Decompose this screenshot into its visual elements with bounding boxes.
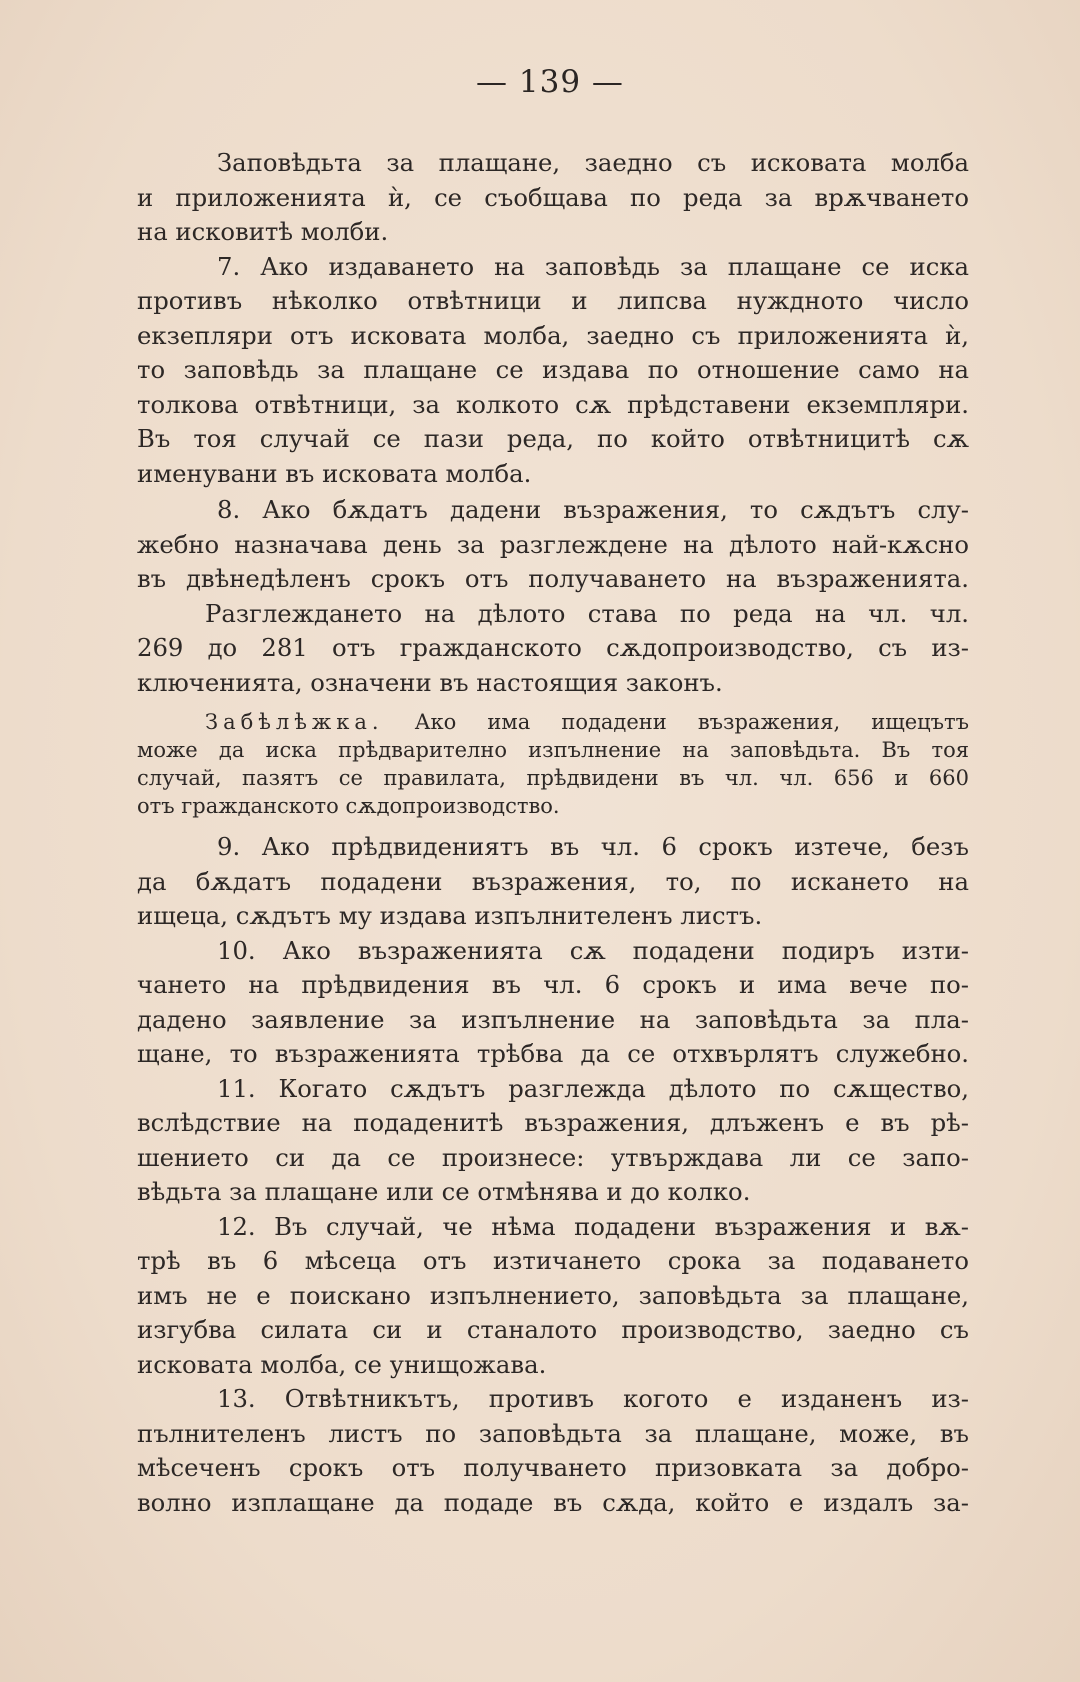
- text-line: 7. Ако издаването на заповѣдь за плащане се иска: [217, 251, 969, 281]
- note-block: [137, 708, 969, 820]
- text-line: 9. Ако прѣдвидениятъ въ чл. 6 срокъ изтече, безъ: [217, 832, 969, 861]
- text-line: именувани въ исковата молба.: [137, 458, 532, 488]
- text-line: толкова отвѣтници, за колкото сѫ прѣдставени екземпляри.: [137, 389, 969, 419]
- note-line: отъ гражданското сѫдопроизводство.: [137, 794, 560, 818]
- paragraph-review: [137, 597, 969, 701]
- text-line: жебно назначава день за разглеждене на дѣлото най-кѫсно: [137, 529, 969, 559]
- text-line: щане, то възраженията трѣбва да се отхвърлятъ служебно.: [137, 1039, 969, 1068]
- text-line: вслѣдствие на подаденитѣ възражения, длъженъ е въ рѣ-: [137, 1108, 969, 1137]
- note-line: може да иска прѣдварително изпълнение на заповѣдьта. Въ тоя: [137, 738, 969, 762]
- paragraph-7: [137, 250, 969, 492]
- note-text: Ако има подадени възражения, ищецътъ: [414, 710, 969, 734]
- text-line: трѣ въ 6 мѣсеца отъ изтичането срока за подаването: [137, 1246, 969, 1275]
- text-line: 13. Отвѣтникътъ, противъ когото е изданенъ из-: [217, 1384, 969, 1413]
- text-line: вѣдьта за плащане или се отмѣнява и до колко.: [137, 1177, 751, 1206]
- text-line: 11. Когато сѫдътъ разглежда дѣлото по сѫщество,: [217, 1073, 969, 1103]
- text-line: волно изплащане да подаде въ сѫда, който е издалъ за-: [137, 1487, 969, 1517]
- text-line: въ двѣнедѣленъ срокъ отъ получаването на възраженията.: [137, 564, 969, 593]
- text-line: чането на прѣдвидения въ чл. 6 срокъ и има вече по-: [137, 970, 969, 999]
- note-line: [137, 708, 969, 736]
- paragraph-order-delivery: [137, 146, 969, 250]
- note-line: случай, пазятъ се правилата, прѣдвидени въ чл. чл. 656 и 660: [137, 766, 969, 790]
- text-line: то заповѣдь за плащане се издава по отношение само на: [137, 355, 969, 384]
- text-line: изгубва силата си и станалото производство, заедно съ: [137, 1315, 969, 1344]
- text-line: 8. Ако бѫдатъ дадени възражения, то сѫдътъ слу-: [217, 495, 969, 524]
- text-line: пълнителенъ листъ по заповѣдьта за плащане, може, въ: [137, 1418, 969, 1448]
- paragraph-11: [137, 1072, 969, 1210]
- text-line: исковата молба, се унищожава.: [137, 1349, 547, 1379]
- page-number: — 139 —: [476, 64, 624, 100]
- paragraph-12: [137, 1210, 969, 1383]
- note-label: Забѣлѣжка.: [205, 710, 384, 734]
- text-line: екзепляри отъ исковата молба, заедно съ приложенията ѝ,: [137, 320, 969, 350]
- paragraph-10: [137, 934, 969, 1072]
- text-line: шението си да се произнесе: утвърждава ли се запо-: [137, 1142, 969, 1172]
- page-body: [137, 146, 969, 1520]
- text-line: 10. Ако възраженията сѫ подадени подиръ изти-: [217, 935, 969, 965]
- text-line: ищеца, сѫдътъ му издава изпълнителенъ листъ.: [137, 901, 763, 930]
- text-line: имъ не е поискано изпълнението, заповѣдьта за плащане,: [137, 1280, 969, 1310]
- text-line: Въ тоя случай се пази реда, по който отвѣтницитѣ сѫ: [137, 424, 969, 453]
- text-line: мѣсеченъ срокъ отъ получването призовката за добро-: [137, 1453, 969, 1482]
- paragraph-13: [137, 1382, 969, 1520]
- paragraph-9: [137, 830, 969, 934]
- text-line: 12. Въ случай, че нѣма подадени възражения и вѫ-: [217, 1211, 969, 1241]
- text-line: да бѫдатъ подадени възражения, то, по искането на: [137, 866, 969, 896]
- text-line: на исковитѣ молби.: [137, 217, 389, 246]
- text-line: противъ нѣколко отвѣтници и липсва нуждното число: [137, 286, 969, 315]
- text-line: дадено заявление за изпълнение на заповѣдьта за пла-: [137, 1004, 969, 1034]
- text-line: ключенията, означени въ настоящия законъ.: [137, 667, 723, 697]
- text-line: Заповѣдьта за плащане, заедно съ исковата молба: [217, 148, 969, 177]
- paragraph-8: [137, 493, 969, 597]
- text-line: 269 до 281 отъ гражданското сѫдопроизводство, съ из-: [137, 633, 969, 662]
- text-line: и приложенията ѝ, се съобщава по реда за врѫчването: [137, 182, 969, 212]
- text-line: Разглеждането на дѣлото става по реда на чл. чл.: [205, 598, 969, 628]
